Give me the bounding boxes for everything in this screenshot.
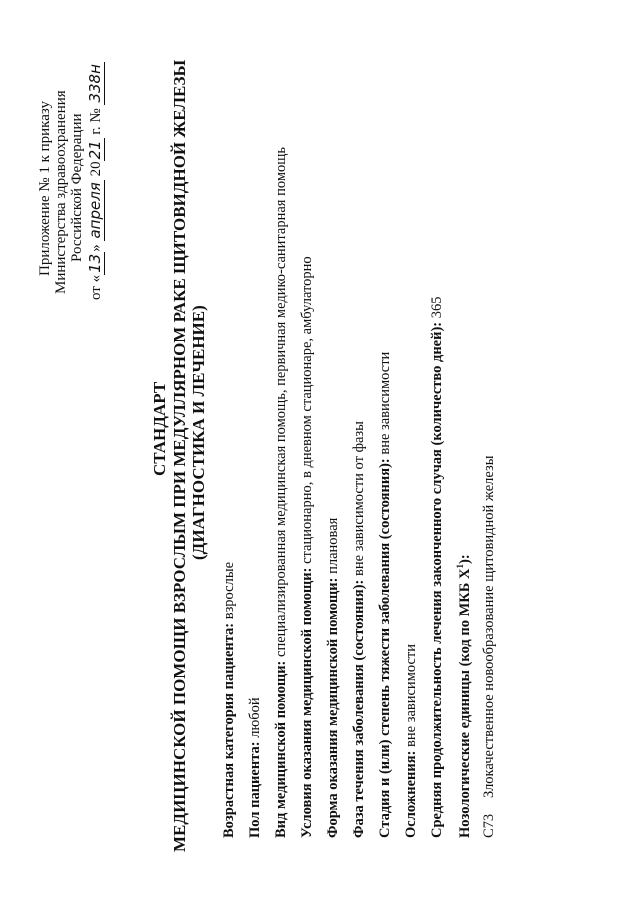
nosology-code: С73 [481, 813, 497, 838]
field-value: стационарно, в дневном стационаре, амбулаторно [299, 256, 315, 568]
date-year-prefix: 20 [88, 161, 104, 181]
field-value: плановая [325, 517, 341, 578]
appendix-line-3: Российской Федерации [69, 113, 85, 262]
field-label: Осложнения: [403, 750, 419, 838]
field-care-form [326, 518, 341, 838]
nosology-label: Нозологические единицы (код по МКБ X [456, 568, 473, 838]
field-complications [404, 644, 419, 838]
field-value: вне зависимости [403, 643, 419, 751]
field-treatment-duration [430, 297, 445, 839]
number-prefix: г. № [88, 104, 104, 139]
field-disease-stage [378, 352, 393, 838]
date-sep: » [88, 240, 104, 252]
field-value: вне зависимости [377, 351, 393, 459]
standard-subtitle: (ДИАГНОСТИКА И ЛЕЧЕНИЕ) [189, 305, 208, 560]
footnote-marker: 1 [455, 564, 465, 569]
field-label: Возрастная категория пациента: [221, 622, 237, 838]
field-value: взрослые [221, 561, 237, 623]
field-label: Стадия и (или) степень тяжести заболевания (состояния): [377, 458, 393, 838]
appendix-line-2: Министерства здравоохранения [53, 90, 69, 294]
appendix-line-1: Приложение № 1 к приказу [37, 101, 53, 276]
standard-subject: МЕДИЦИНСКОЙ ПОМОЩИ ВЗРОСЛЫМ ПРИ МЕДУЛЛЯРНОМ РАКЕ ЩИТОВИДНОЙ ЖЕЛЕЗЫ [170, 59, 189, 852]
field-label: Фаза течения заболевания (состояния): [351, 579, 367, 838]
field-value: вне зависимости от фазы [351, 421, 367, 580]
field-disease-phase [352, 421, 367, 838]
nosology-heading [456, 554, 472, 838]
date-year: 21 [86, 140, 104, 160]
standard-title: СТАНДАРТ [150, 381, 169, 476]
date-month: апреля [86, 182, 104, 239]
order-number: 338н [86, 64, 104, 103]
field-label: Условия оказания медицинской помощи: [299, 567, 315, 838]
field-patient-sex [248, 697, 263, 838]
nosology-label-end: ): [456, 554, 473, 564]
field-value: специализированная медицинская помощь, первичная медико-санитарная помощь [273, 146, 289, 661]
appendix-order-date [88, 62, 104, 300]
field-value: любой [247, 697, 263, 742]
field-value: 365 [429, 296, 445, 322]
date-day: 13 [86, 253, 104, 273]
date-prefix: от « [88, 274, 104, 300]
field-age-category [222, 562, 237, 838]
field-care-conditions [300, 256, 315, 838]
field-label: Форма оказания медицинской помощи: [325, 577, 341, 838]
field-label: Пол пациента: [247, 741, 263, 838]
field-label: Вид медицинской помощи: [273, 660, 289, 838]
nosology-description: Злокачественное новообразование щитовидной железы [481, 455, 497, 798]
field-care-type [274, 147, 289, 838]
field-label: Средняя продолжительность лечения законченного случая (количество дней): [429, 321, 445, 838]
